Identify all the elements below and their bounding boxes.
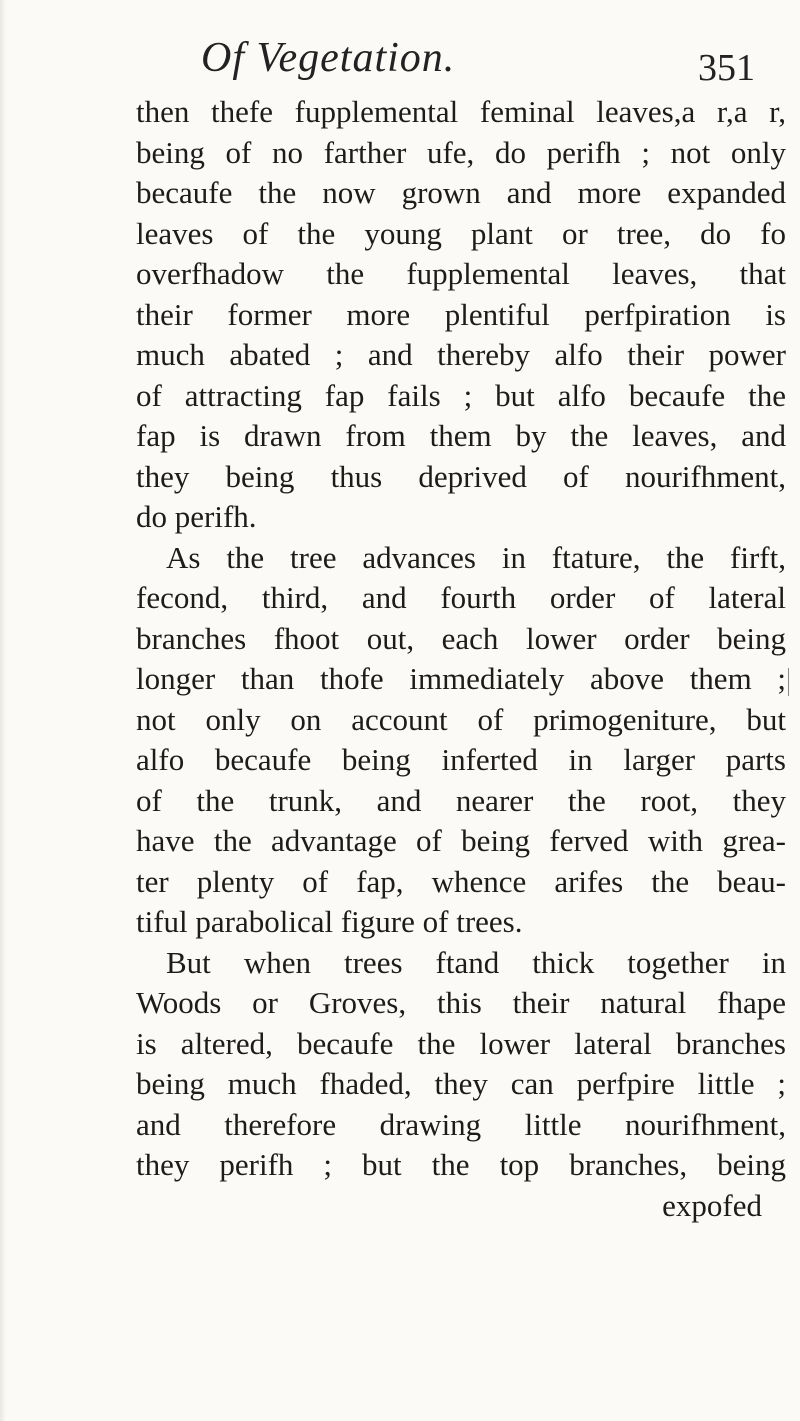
text-line: of attracting fap fails ; but alfo becaufe the — [136, 377, 786, 413]
text-line: have the advantage of being ferved with grea- — [136, 823, 786, 858]
text-line: and therefore drawing little nourifhment, — [136, 1106, 786, 1142]
text-line: not only on account of primogeniture, but — [136, 701, 786, 737]
text-line: is altered, becaufe the lower lateral branches — [136, 1025, 786, 1061]
text-line: then thefe fupplemental feminal leaves,a r,a r, — [136, 94, 786, 129]
text-line: branches fhoot out, each lower order being — [136, 620, 786, 656]
text-line: fap is drawn from them by the leaves, and — [136, 418, 786, 453]
text-line: alfo becaufe being inferted in larger parts — [136, 742, 786, 777]
catchword: expofed — [662, 1187, 762, 1223]
text-line: being much fhaded, they can perfpire little ; — [136, 1066, 786, 1101]
text-line: being of no farther ufe, do perifh ; not only — [136, 134, 786, 170]
text-line: of the trunk, and nearer the root, they — [136, 782, 786, 818]
margin-mark — [788, 668, 789, 696]
page-number: 351 — [698, 47, 755, 89]
page-fold-shadow — [0, 0, 6, 1421]
text-line: ter plenty of fap, whence arifes the beau- — [136, 863, 786, 899]
text-line: overfhadow the fupplemental leaves, that — [136, 256, 786, 291]
text-line: As the tree advances in ftature, the firft, — [166, 539, 786, 575]
running-title: Of Vegetation. — [201, 35, 456, 81]
text-line: tiful parabolical figure of trees. — [136, 904, 523, 939]
text-line: do perifh. — [136, 499, 257, 534]
text-line: But when trees ftand thick together in — [166, 944, 786, 980]
text-line: much abated ; and thereby alfo their power — [136, 337, 786, 372]
text-line: they being thus deprived of nourifhment, — [136, 458, 786, 494]
page-header — [0, 14, 800, 89]
text-line: they perifh ; but the top branches, being — [136, 1147, 786, 1182]
text-line: Woods or Groves, this their natural fhape — [136, 985, 786, 1020]
text-line: longer than thofe immediately above them ; — [136, 661, 786, 696]
text-line: their former more plentiful perfpiration is — [136, 296, 786, 332]
text-line: fecond, third, and fourth order of lateral — [136, 580, 786, 615]
body-text — [136, 92, 786, 1226]
text-line: becaufe the now grown and more expanded — [136, 175, 786, 210]
text-line: leaves of the young plant or tree, do fo — [136, 215, 786, 251]
